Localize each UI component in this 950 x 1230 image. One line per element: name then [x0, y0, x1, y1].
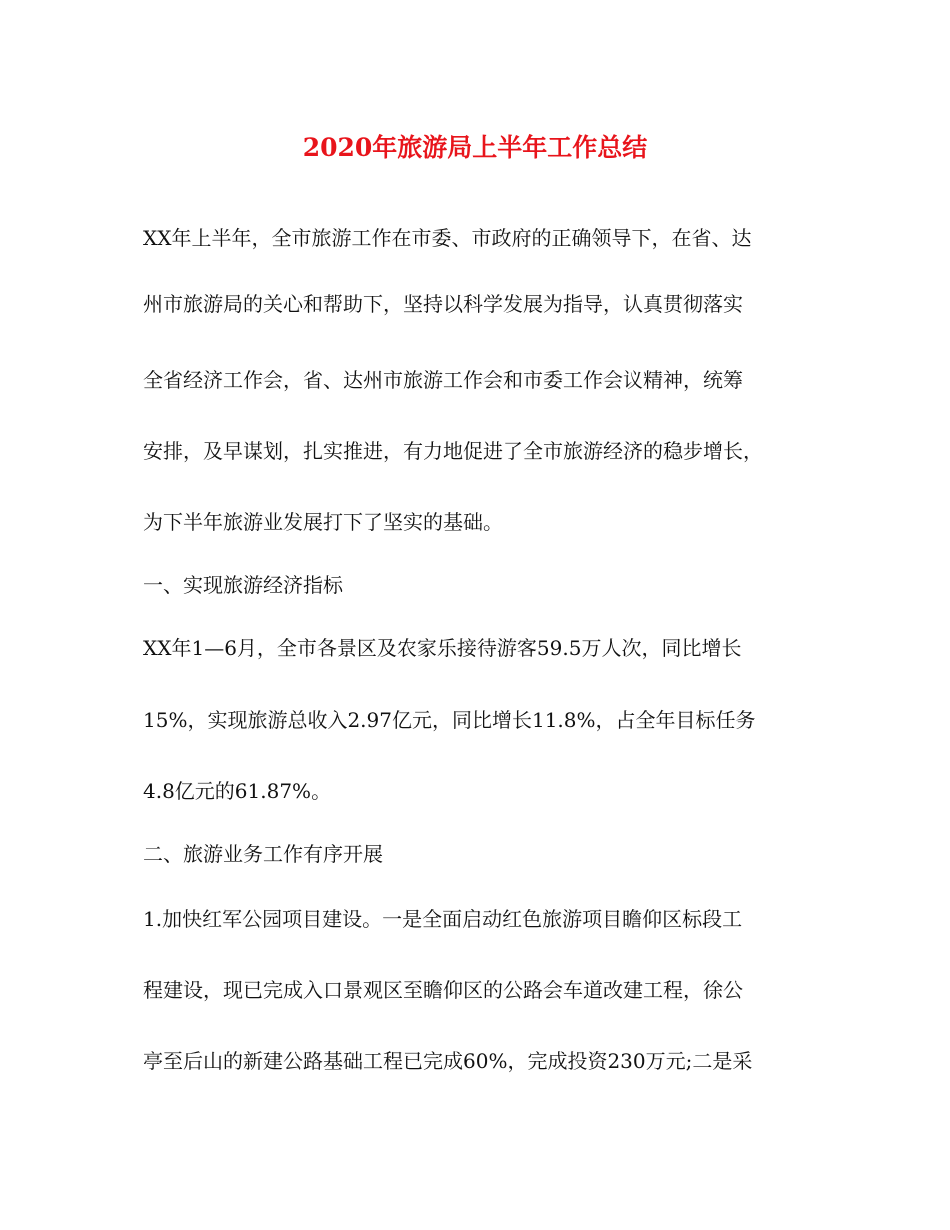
paragraph-line: XX年1—6月，全市各景区及农家乐接待游客59.5万人次，同比增长	[143, 636, 742, 660]
paragraph-line: 1.加快红军公园项目建设。一是全面启动红色旅游项目瞻仰区标段工	[143, 907, 743, 931]
paragraph-line: 4.8亿元的61.87%。	[143, 779, 332, 803]
paragraph-line: 州市旅游局的关心和帮助下，坚持以科学发展为指导，认真贯彻落实	[143, 292, 743, 316]
paragraph-line: 全省经济工作会，省、达州市旅游工作会和市委工作会议精神，统筹	[143, 368, 743, 392]
document-title: 2020年旅游局上半年工作总结	[302, 133, 648, 162]
paragraph-line: 安排，及早谋划，扎实推进，有力地促进了全市旅游经济的稳步增长，	[143, 439, 763, 463]
section-heading: 二、旅游业务工作有序开展	[143, 842, 383, 866]
paragraph-line: 程建设，现已完成入口景观区至瞻仰区的公路会车道改建工程，徐公	[143, 978, 743, 1002]
paragraph-line: 亭至后山的新建公路基础工程已完成60%，完成投资230万元;二是采	[143, 1049, 753, 1073]
paragraph-line: XX年上半年，全市旅游工作在市委、市政府的正确领导下，在省、达	[143, 226, 752, 250]
section-heading: 一、实现旅游经济指标	[143, 573, 343, 597]
paragraph-line: 为下半年旅游业发展打下了坚实的基础。	[143, 510, 503, 534]
paragraph-line: 15%，实现旅游总收入2.97亿元，同比增长11.8%，占全年目标任务	[143, 708, 756, 732]
